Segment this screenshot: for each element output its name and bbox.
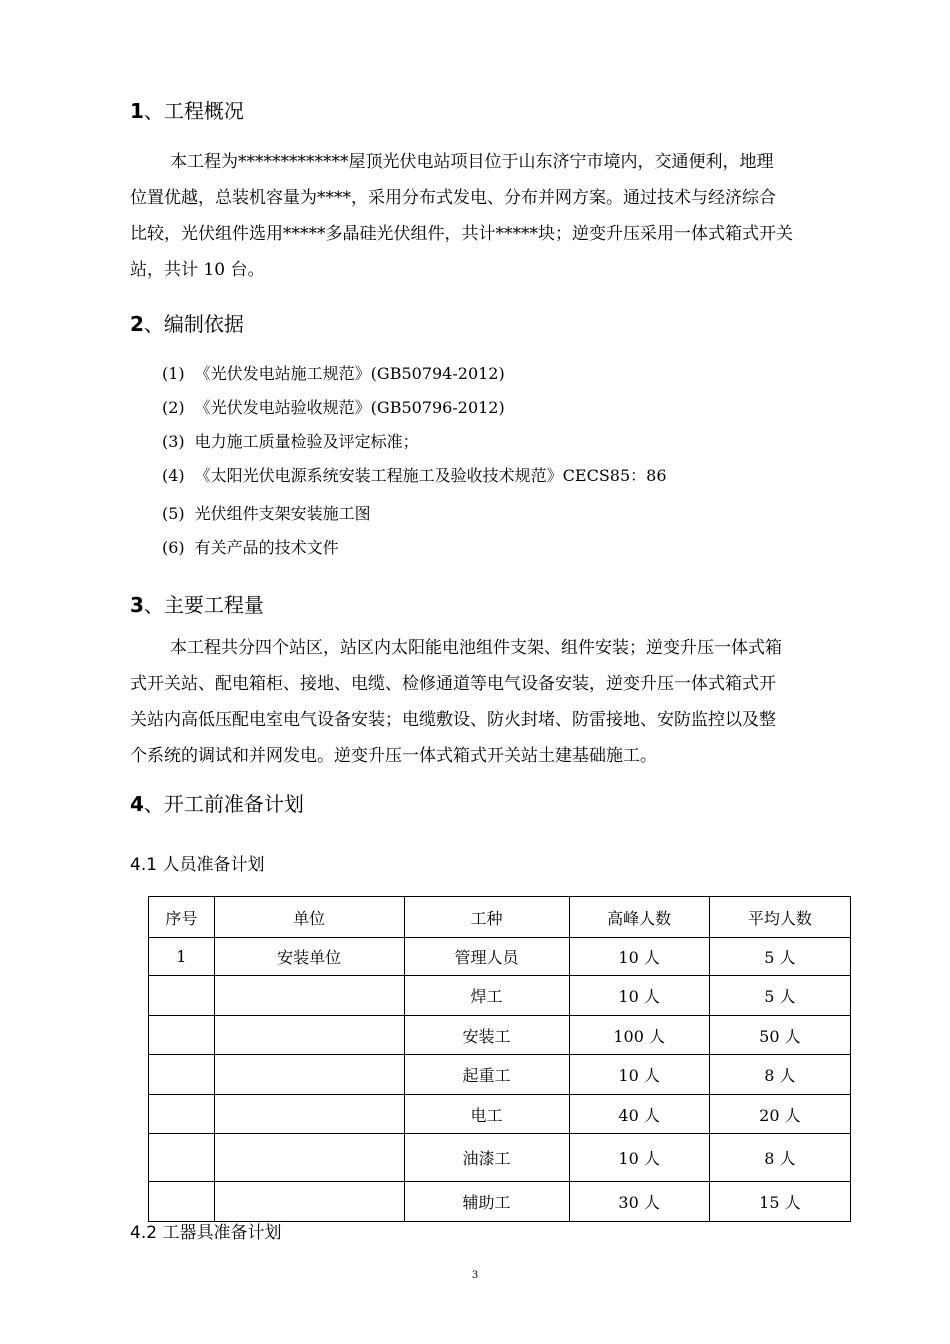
- reference-text: 《光伏发电站施工规范》(GB50794-2012): [194, 364, 505, 383]
- table-cell: 100 人: [569, 1016, 709, 1055]
- section-2-title: 、编制依据: [143, 312, 244, 336]
- table-header-cell: 平均人数: [709, 897, 850, 938]
- table-cell: [214, 1182, 404, 1222]
- section-1-paragraph: [130, 144, 860, 288]
- table-cell: 15 人: [709, 1182, 850, 1222]
- table-cell: 辅助工: [404, 1182, 569, 1222]
- table-cell: 30 人: [569, 1182, 709, 1222]
- reference-text: 电力施工质量检验及评定标准；: [194, 432, 419, 451]
- reference-index: (5): [162, 504, 185, 523]
- section-3-heading: [130, 592, 264, 618]
- table-cell: 安装单位: [214, 938, 404, 976]
- table-row: [149, 976, 851, 1016]
- table-cell: 10 人: [569, 938, 709, 976]
- table-cell: 8 人: [709, 1134, 850, 1182]
- table-cell: 焊工: [404, 976, 569, 1016]
- table-cell: 20 人: [709, 1095, 850, 1134]
- table-header-cell: 高峰人数: [569, 897, 709, 938]
- reference-index: (4): [162, 466, 185, 485]
- table-cell: 40 人: [569, 1095, 709, 1134]
- reference-item: [162, 504, 371, 524]
- table-cell: 管理人员: [404, 938, 569, 976]
- personnel-plan-table: [148, 896, 851, 1222]
- subsection-4-1-heading: 4.1 人员准备计划: [130, 855, 265, 875]
- paragraph-line: 个系统的调试和并网发电。逆变升压一体式箱式开关站土建基础施工。: [130, 746, 657, 766]
- reference-item: [162, 432, 419, 452]
- reference-index: (6): [162, 538, 185, 557]
- subsection-4-2-heading: 4.2 工器具准备计划: [130, 1223, 282, 1243]
- reference-index: (1): [162, 364, 185, 383]
- paragraph-line: 本工程共分四个站区，站区内太阳能电池组件支架、组件安装；逆变升压一体式箱: [170, 638, 782, 658]
- reference-item: [162, 364, 505, 384]
- table-cell: 安装工: [404, 1016, 569, 1055]
- table-header-cell: 单位: [214, 897, 404, 938]
- paragraph-line: 式开关站、配电箱柜、接地、电缆、检修通道等电气设备安装，逆变升压一体式箱式开: [130, 674, 776, 694]
- section-1-title: 、工程概况: [143, 99, 244, 123]
- table-row: [149, 938, 851, 976]
- section-4-number: 4: [130, 792, 144, 816]
- table-row: [149, 1134, 851, 1182]
- paragraph-line: 站，共计 10 台。: [130, 260, 265, 280]
- table-cell: 1: [149, 938, 215, 976]
- reference-item: [162, 398, 505, 418]
- table-cell: 5 人: [709, 938, 850, 976]
- table-row: [149, 1055, 851, 1095]
- table-cell: 50 人: [709, 1016, 850, 1055]
- section-2-heading: [130, 311, 244, 337]
- section-3-title: 、主要工程量: [143, 593, 264, 617]
- table-cell: [214, 1095, 404, 1134]
- section-4-title: 、开工前准备计划: [143, 792, 304, 816]
- section-1-heading: [130, 98, 244, 124]
- table-cell: [149, 1134, 215, 1182]
- table-cell: 10 人: [569, 1055, 709, 1095]
- table-cell: [149, 1095, 215, 1134]
- table-cell: 5 人: [709, 976, 850, 1016]
- table-cell: 起重工: [404, 1055, 569, 1095]
- table-cell: [214, 976, 404, 1016]
- table-row: [149, 1095, 851, 1134]
- reference-index: (3): [162, 432, 185, 451]
- paragraph-line: 比较，光伏组件选用*****多晶硅光伏组件，共计*****块；逆变升压采用一体式箱式开关: [130, 224, 793, 244]
- table-row: [149, 1182, 851, 1222]
- table-cell: [214, 1055, 404, 1095]
- table-row: [149, 1016, 851, 1055]
- table-header-row: [149, 897, 851, 938]
- reference-text: 《光伏发电站验收规范》(GB50796-2012): [194, 398, 505, 417]
- reference-index: (2): [162, 398, 185, 417]
- table-header-cell: 工种: [404, 897, 569, 938]
- table-cell: [149, 1016, 215, 1055]
- paragraph-line: 本工程为*************屋顶光伏电站项目位于山东济宁市境内，交通便利，地理: [170, 152, 774, 172]
- reference-text: 《太阳光伏电源系统安装工程施工及验收技术规范》CECS85：86: [194, 466, 667, 485]
- section-3-paragraph: [130, 630, 860, 774]
- section-4-heading: [130, 791, 304, 817]
- table-cell: 10 人: [569, 1134, 709, 1182]
- reference-text: 有关产品的技术文件: [194, 538, 339, 557]
- reference-item: [162, 538, 339, 558]
- section-1-number: 1: [130, 99, 144, 123]
- table-header-cell: 序号: [149, 897, 215, 938]
- table-cell: 10 人: [569, 976, 709, 1016]
- page-number: 3: [471, 1270, 479, 1281]
- paragraph-line: 关站内高低压配电室电气设备安装；电缆敷设、防火封堵、防雷接地、安防监控以及整: [130, 710, 776, 730]
- table-cell: 8 人: [709, 1055, 850, 1095]
- section-2-number: 2: [130, 312, 144, 336]
- reference-item: [162, 466, 667, 486]
- table-cell: 电工: [404, 1095, 569, 1134]
- reference-text: 光伏组件支架安装施工图: [194, 504, 371, 523]
- table-cell: [149, 976, 215, 1016]
- paragraph-line: 位置优越，总装机容量为****，采用分布式发电、分布并网方案。通过技术与经济综合: [130, 188, 776, 208]
- section-3-number: 3: [130, 593, 144, 617]
- table-cell: [149, 1182, 215, 1222]
- table-cell: 油漆工: [404, 1134, 569, 1182]
- table-cell: [214, 1016, 404, 1055]
- table-cell: [214, 1134, 404, 1182]
- table-cell: [149, 1055, 215, 1095]
